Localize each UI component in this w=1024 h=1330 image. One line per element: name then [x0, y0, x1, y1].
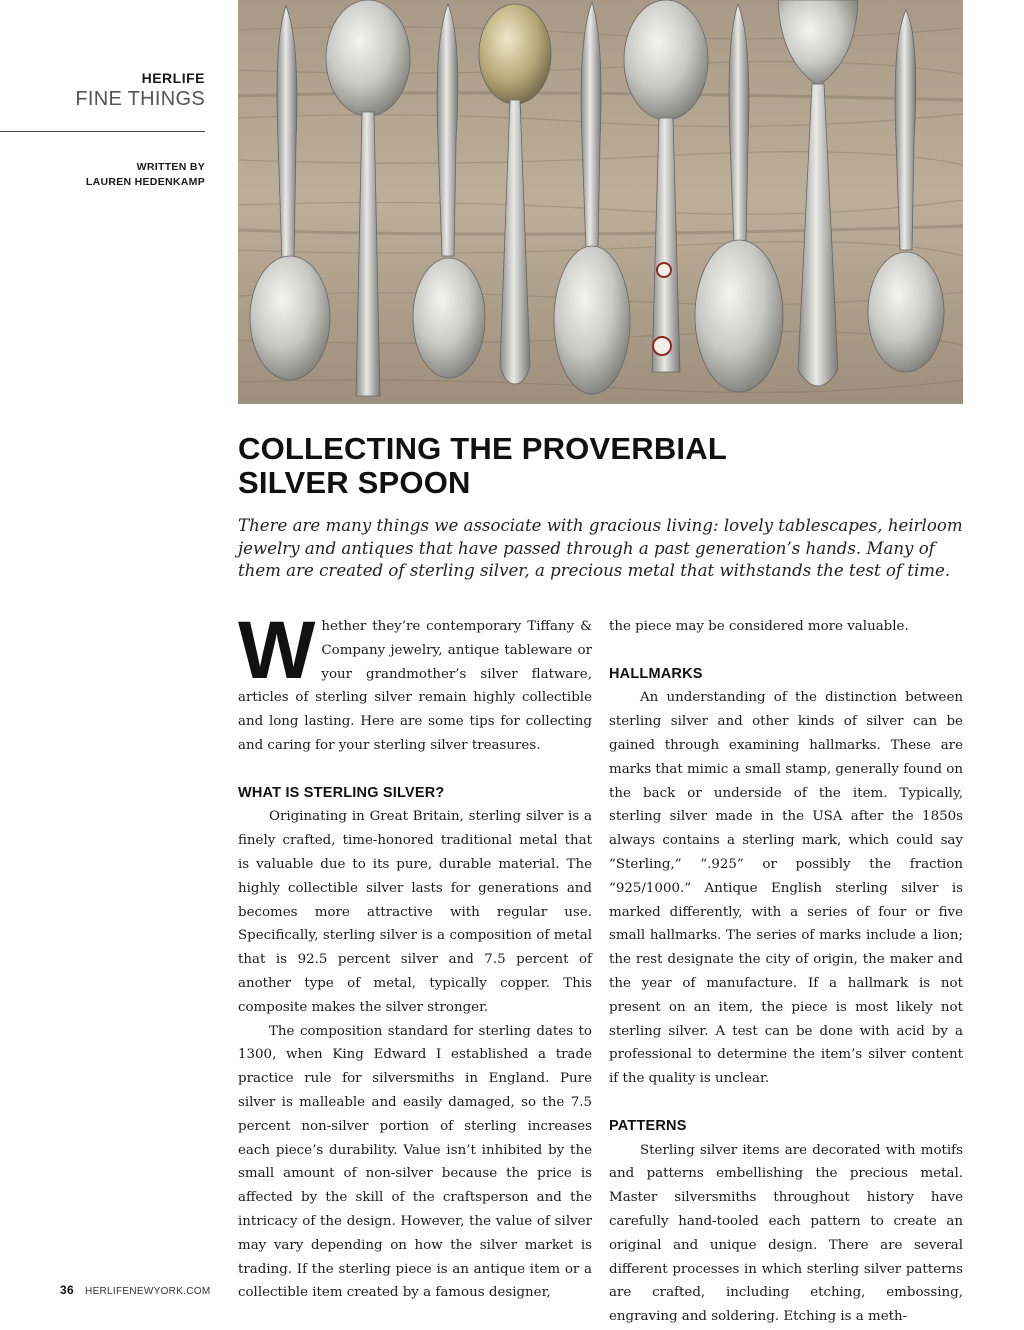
- byline-label: WRITTEN BY: [136, 161, 205, 173]
- sidebar-divider: [0, 131, 205, 132]
- body-column-left: [238, 605, 592, 1305]
- intro-text: hether they’re contemporary Tiffany & Company jewelry, antique tableware or your grandmother’s silver flatware, articles of sterling silver remain highly collectible and long lasting. Here are some tips for collecting and caring for your sterling silver treasures.: [238, 619, 592, 753]
- paragraph: An understanding of the distinction between sterling silver and other kinds of silver can be gained through examining hallmarks. These are marks that mimic a small stamp, generally found on the back or underside of the item. Typically, sterling silver made in the USA after the 1850s always contains a sterling mark, which could say “Sterling,” “.925” or possibly the fraction “925/1000.” Antique English sterling silver is marked differently, with a series of four or five small hallmarks. The series of marks include a lion; the rest designate the city of origin, the maker and the year of manufacture. If a hallmark is not present on an item, the piece is most likely not sterling silver. A test can be done with acid by a professional to determine the item’s silver content if the quality is unclear.: [609, 690, 963, 1087]
- subhead-hallmarks: HALLMARKS: [609, 665, 703, 682]
- site-url: HERLIFENEWYORK.COM: [85, 1286, 211, 1297]
- spacer: [609, 1091, 963, 1115]
- subhead-sterling: WHAT IS STERLING SILVER?: [238, 784, 445, 801]
- paragraph: Sterling silver items are decorated with motifs and patterns embellishing the precious metal. Master silversmiths throughout history have carefully hand-tooled each pattern to create an original and unique design. There are several different processes in which sterling silver patterns are crafted, including etching, embossing, engraving and soldering. Etching is a meth-: [609, 1142, 963, 1325]
- article-title: [238, 432, 963, 500]
- subhead-patterns: PATTERNS: [609, 1117, 687, 1134]
- article-title-line-1: COLLECTING THE PROVERBIAL: [238, 431, 727, 466]
- article-title-line-2: SILVER SPOON: [238, 465, 471, 500]
- paragraph: Originating in Great Britain, sterling silver is a finely crafted, time-honored traditional metal that is valuable due to its pure, durable material. The highly collectible silver lasts for generations and becomes more attractive with regular use. Specifically, sterling silver is a composition of metal that is 92.5 percent silver and 7.5 percent of another type of metal, typically copper. This composite makes the silver stronger.: [238, 809, 592, 1015]
- spacer: [238, 758, 592, 782]
- intro-paragraph: [238, 605, 592, 758]
- hero-image: [238, 0, 963, 404]
- page-footer: [60, 1283, 210, 1297]
- author-name: LAUREN HEDENKAMP: [85, 176, 205, 188]
- byline: [0, 160, 205, 190]
- article-dek: There are many things we associate with gracious living: lovely tablescapes, heirloom jewelry and antiques that have passed through a past generation’s hands. Many of them are created of sterling silver, a precious metal that withstands the test of time.: [238, 516, 963, 580]
- body-column-right: [609, 615, 963, 1329]
- section-brand: [0, 70, 205, 111]
- spacer: [609, 639, 963, 663]
- drop-cap: W: [238, 605, 316, 696]
- spoons-photo-icon: [238, 0, 963, 404]
- paragraph: The composition standard for sterling dates to 1300, when King Edward I established a trade practice rule for silversmiths in England. Pure silver is malleable and easily damaged, so the 7.5 percent non-silver portion of sterling increases each piece’s durability. Value isn’t inhibited by the small amount of non-silver because the price is affected by the skill of the craftsperson and the intricacy of the design. However, the value of silver may vary depending on how the silver market is trading. If the sterling piece is an antique item or a collectible item created by a famous designer,: [238, 1023, 592, 1301]
- section-category: FINE THINGS: [75, 88, 205, 110]
- paragraph-continuation: the piece may be considered more valuable.: [609, 619, 909, 634]
- page-number: 36: [60, 1283, 74, 1297]
- brand-name: HERLIFE: [141, 70, 205, 86]
